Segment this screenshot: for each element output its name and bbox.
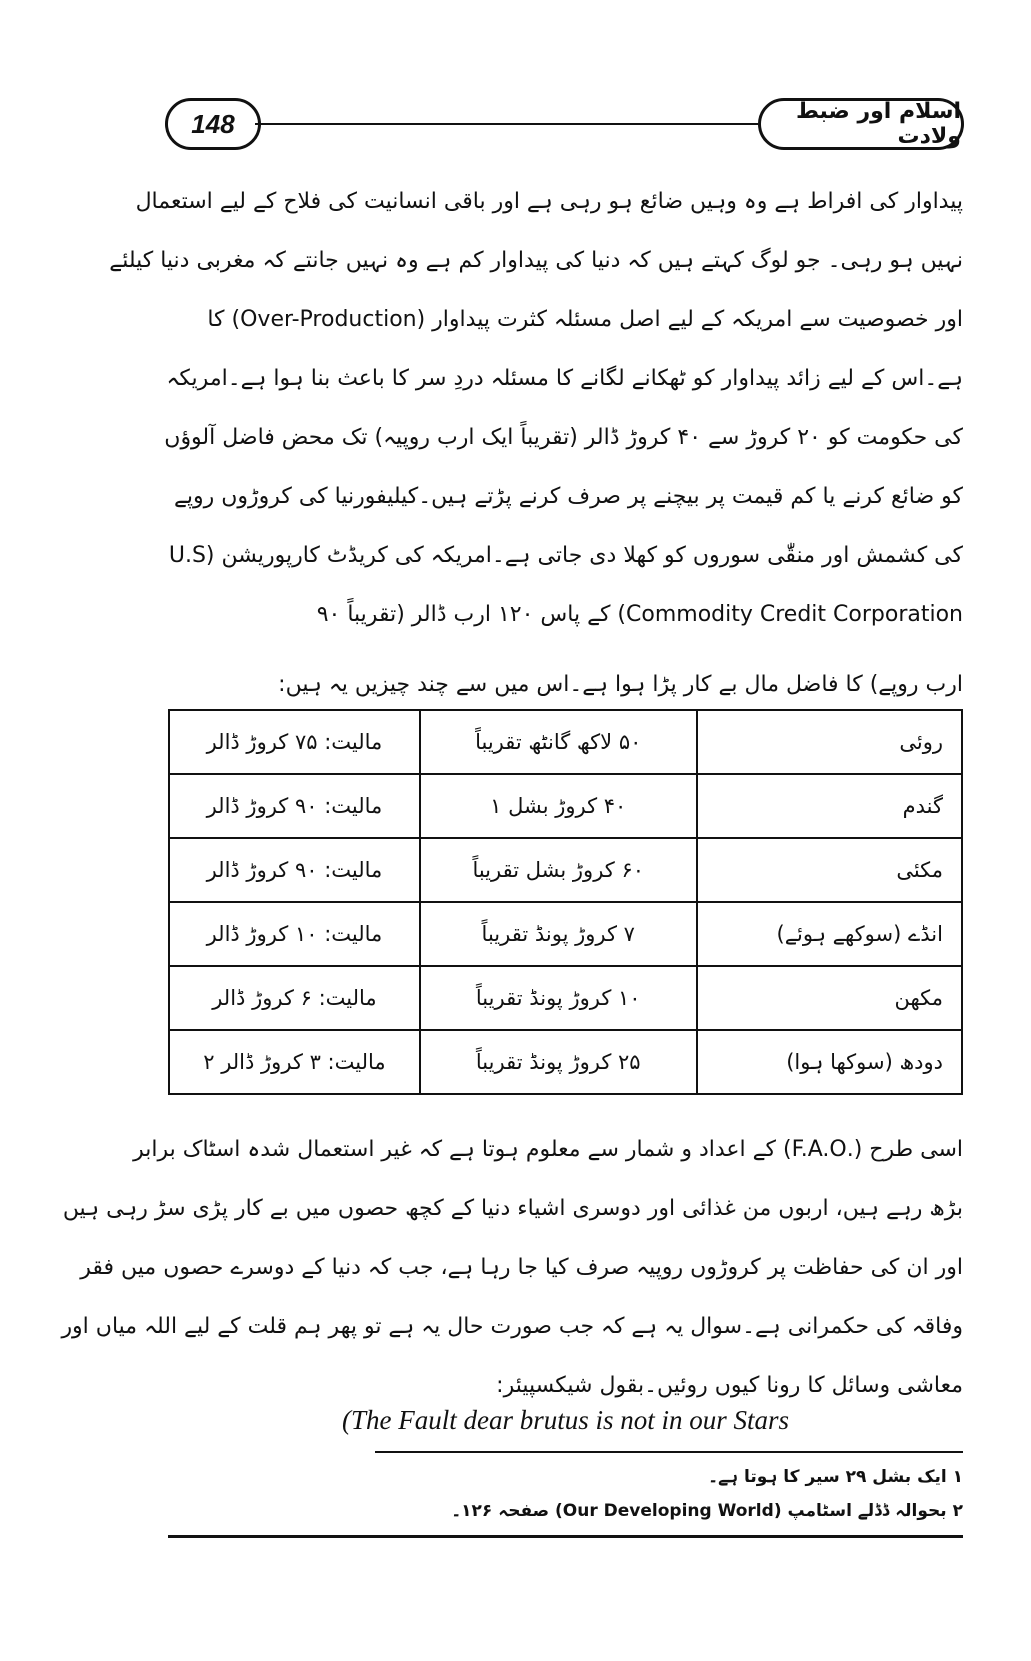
item-cell: مکھن bbox=[697, 966, 962, 1030]
text-line: کو ضائع کرنے یا کم قیمت پر بیچنے پر صرف کرنے پڑتے ہیں۔کیلیفورنیا کی کروڑوں روپے bbox=[173, 484, 963, 509]
table-row bbox=[169, 838, 962, 902]
text-line: پیداوار کی افراط ہے وہ وہیں ضائع ہو رہی ہے اور باقی انسانیت کی فلاح کے لیے استعمال bbox=[135, 189, 963, 214]
quantity-cell: ۴۰ کروڑ بشل ۱ bbox=[420, 774, 697, 838]
quantity-cell: ۲۵ کروڑ پونڈ تقریباً bbox=[420, 1030, 697, 1094]
quantity-cell: ۶۰ کروڑ بشل تقریباً bbox=[420, 838, 697, 902]
value-cell: مالیت: ۹۰ کروڑ ڈالر bbox=[169, 774, 420, 838]
item-cell: دودھ (سوکھا ہوا) bbox=[697, 1030, 962, 1094]
text-line: بڑھ رہے ہیں، اربوں من غذائی اور دوسری اشیاء دنیا کے کچھ حصوں میں بے کار پڑی سڑ رہی ہیں bbox=[62, 1196, 963, 1221]
table-row bbox=[169, 902, 962, 966]
english-quote: (The Fault dear brutus is not in our Stars bbox=[341, 1405, 790, 1435]
item-cell: مکئی bbox=[697, 838, 962, 902]
footnote-rule bbox=[375, 1451, 963, 1453]
page-number: 148 bbox=[165, 98, 261, 150]
surplus-table bbox=[168, 709, 963, 1095]
table-row bbox=[169, 710, 962, 774]
text-line: Commodity Credit Corporation) کے پاس ۱۲۰ ارب ڈالر (تقریباً ۹۰ bbox=[316, 602, 963, 627]
table-row bbox=[169, 1030, 962, 1094]
table-row bbox=[169, 774, 962, 838]
text-line: اسی طرح (.F.A.O) کے اعداد و شمار سے معلوم ہوتا ہے کہ غیر استعمال شدہ اسٹاک برابر bbox=[133, 1137, 963, 1162]
text-line: وفاقہ کی حکمرانی ہے۔سوال یہ ہے کہ جب صورت حال یہ ہے تو پھر ہم قلت کے لیے اللہ میاں اور bbox=[61, 1314, 963, 1339]
text-line: کی کشمش اور منقّٰی سوروں کو کھلا دی جاتی ہے۔امریکہ کی کریڈٹ کارپوریشن (U.S bbox=[168, 543, 963, 568]
quantity-cell: ۵۰ لاکھ گانٹھ تقریباً bbox=[420, 710, 697, 774]
value-cell: مالیت: ۷۵ کروڑ ڈالر bbox=[169, 710, 420, 774]
item-cell: انڈے (سوکھے ہوئے) bbox=[697, 902, 962, 966]
table-intro: ارب روپے) کا فاضل مال بے کار پڑا ہوا ہے۔اس میں سے چند چیزیں یہ ہیں: bbox=[278, 672, 963, 697]
paragraph-conclusion bbox=[61, 1120, 963, 1415]
footnote: ۲ بحوالہ ڈڈلے اسٹامپ (Our Developing World) صفحہ ۱۲۶۔ bbox=[451, 1501, 963, 1521]
text-line: اور ان کی حفاظت پر کروڑوں روپیہ صرف کیا جا رہا ہے، جب کہ دنیا کے دوسرے حصوں میں فقر bbox=[80, 1255, 963, 1280]
value-cell: مالیت: ۹۰ کروڑ ڈالر bbox=[169, 838, 420, 902]
quantity-cell: ۷ کروڑ پونڈ تقریباً bbox=[420, 902, 697, 966]
bottom-rule bbox=[168, 1535, 963, 1538]
item-cell: گندم bbox=[697, 774, 962, 838]
header-rule bbox=[255, 123, 758, 125]
footnote: ۱ ایک بشل ۲۹ سیر کا ہوتا ہے۔ bbox=[708, 1467, 963, 1487]
value-cell: مالیت: ۱۰ کروڑ ڈالر bbox=[169, 902, 420, 966]
paragraph-intro bbox=[109, 172, 963, 644]
quantity-cell: ۱۰ کروڑ پونڈ تقریباً bbox=[420, 966, 697, 1030]
table-row bbox=[169, 966, 962, 1030]
text-line: اور خصوصیت سے امریکہ کے لیے اصل مسئلہ کثرت پیداوار (Over-Production) کا bbox=[207, 307, 963, 332]
value-cell: مالیت: ۶ کروڑ ڈالر bbox=[169, 966, 420, 1030]
text-line: کی حکومت کو ۲۰ کروڑ سے ۴۰ کروڑ ڈالر (تقریباً ایک ارب روپیہ) تک محض فاضل آلوؤں bbox=[164, 425, 963, 450]
value-cell: مالیت: ۳ کروڑ ڈالر ۲ bbox=[169, 1030, 420, 1094]
book-title: اسلام اور ضبط ولادت bbox=[758, 98, 964, 150]
text-line: نہیں ہو رہی۔ جو لوگ کہتے ہیں کہ دنیا کی پیداوار کم ہے وہ نہیں جانتے کہ مغربی دنیا کیلئے bbox=[109, 248, 963, 273]
item-cell: روئی bbox=[697, 710, 962, 774]
text-line: ہے۔اس کے لیے زائد پیداوار کو ٹھکانے لگانے کا مسئلہ دردِ سر کا باعث بنا ہوا ہے۔امریکہ bbox=[166, 366, 963, 391]
footnotes bbox=[375, 1460, 963, 1528]
text-line: معاشی وسائل کا رونا کیوں روئیں۔بقول شیکسپیئر: bbox=[496, 1373, 963, 1398]
